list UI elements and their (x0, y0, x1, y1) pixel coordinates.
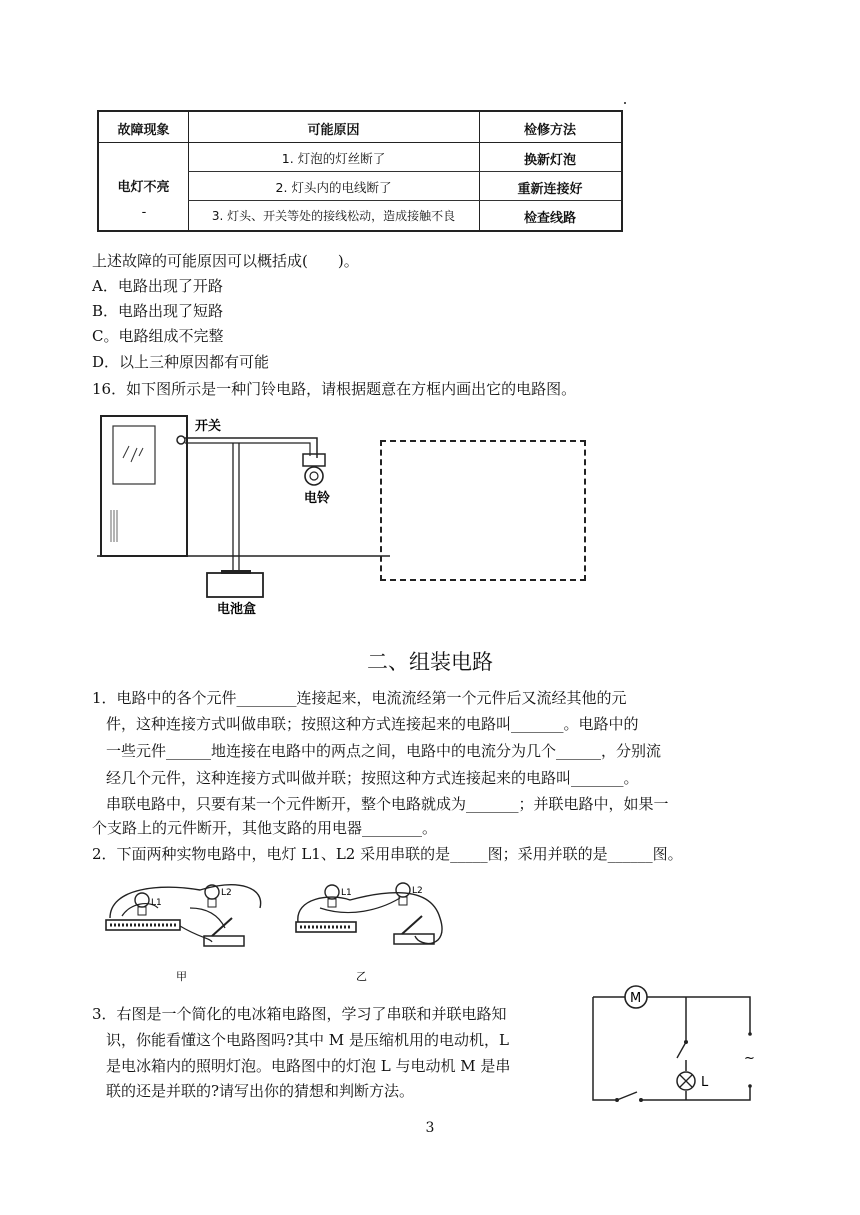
s2q1-line: 串联电路中，只要有某一个元件断开，整个电路就成为_______；并联电路中，如果一 (106, 795, 669, 813)
scan-speck (624, 102, 626, 104)
lamp-base (138, 907, 146, 915)
switch-lever (212, 918, 232, 936)
q15-option-a: A．电路出现了开路 (92, 277, 223, 295)
s2q1-line: 1．电路中的各个元件________连接起来，电流流经第一个元件后又流经其他的元 (92, 689, 627, 707)
q15-option-c: C。电路组成不完整 (92, 327, 224, 345)
wire (593, 997, 615, 1100)
table-row-divider (188, 171, 621, 172)
switch-label: 开关 (195, 419, 222, 434)
table-cause-cell: 2. 灯头内的电线断了 (275, 180, 392, 195)
table-fix-cell: 检查线路 (523, 211, 576, 226)
s2q3-line: 识，你能看懂这个电路图吗?其中 M 是压缩机用的电动机，L (106, 1031, 509, 1049)
switch-icon (177, 436, 185, 444)
table-fix-cell: 换新灯泡 (523, 153, 576, 168)
table-dash: - (141, 205, 147, 220)
table-cause-cell: 1. 灯泡的灯丝断了 (281, 151, 386, 166)
window-glare (123, 446, 143, 462)
lamp-label: L (701, 1075, 709, 1090)
circuit-figure-yi (290, 878, 460, 988)
table-header-symptom: 故障现象 (117, 123, 170, 138)
s2q3-line: 3．右图是一个简化的电冰箱电路图，学习了串联和并联电路知 (92, 1005, 507, 1023)
lamp-base (328, 899, 336, 907)
answer-drawing-box[interactable] (380, 440, 586, 581)
door-hatch (111, 510, 117, 542)
page-number: 3 (425, 1120, 435, 1136)
circuit-figure-jia (100, 878, 270, 988)
lamp-base (208, 899, 216, 907)
wire-down (233, 443, 239, 573)
table-fix-cell: 重新连接好 (517, 182, 583, 197)
table-header-fix: 检修方法 (523, 123, 576, 138)
ac-terminal (748, 1084, 752, 1088)
bell-icon (305, 467, 323, 485)
lamp-label: L1 (341, 888, 352, 898)
lamp-label: L2 (412, 886, 423, 896)
caption-yi: 乙 (356, 970, 367, 983)
bell-label: 电铃 (304, 491, 331, 506)
switch-lever (402, 916, 422, 934)
q15-option-b: B．电路出现了短路 (92, 302, 224, 320)
bell-bracket (303, 454, 325, 466)
s2q1-line: 个支路上的元件断开，其他支路的用电器________。 (92, 819, 438, 837)
q15-stem: 上述故障的可能原因可以概括成( )。 (92, 252, 359, 270)
s2q1-line: 件，这种连接方式叫做串联；按照这种方式连接起来的电路叫_______。电路中的 (106, 715, 639, 733)
section-title: 二、组装电路 (367, 650, 493, 674)
wire (110, 885, 261, 918)
q15-option-d: D．以上三种原因都有可能 (92, 353, 270, 371)
ac-source-icon: ~ (744, 1051, 755, 1066)
bell-inner (310, 472, 318, 480)
s2q3-line: 联的还是并联的?请写出你的猜想和判断方法。 (106, 1082, 415, 1100)
s2q2-stem: 2．下面两种实物电路中，电灯 L1、L2 采用串联的是_____图；采用并联的是______图。 (92, 845, 683, 863)
fridge-circuit-diagram (585, 982, 765, 1107)
fault-table (97, 110, 623, 232)
table-header-cause: 可能原因 (307, 123, 360, 138)
ac-terminal (748, 1032, 752, 1036)
switch-base-icon (204, 936, 244, 946)
table-symptom-cell: 电灯不亮 (117, 180, 170, 195)
s2q3-line: 是电冰箱内的照明灯泡。电路图中的灯泡 L 与电动机 M 是串 (106, 1057, 511, 1075)
wire (180, 926, 212, 942)
lamp-switch-icon (677, 1042, 686, 1058)
switch-base-icon (394, 934, 434, 944)
wire (320, 898, 400, 913)
battery-label: 电池盒 (217, 602, 257, 617)
q16-stem: 16．如下图所示是一种门铃电路，请根据题意在方框内画出它的电路图。 (92, 380, 577, 398)
lamp-base (399, 897, 407, 905)
caption-jia: 甲 (176, 970, 187, 983)
doorbell-figure (95, 410, 395, 620)
s2q1-line: 经几个元件，这种连接方式叫做并联；按照这种方式连接起来的电路叫_______。 (106, 769, 639, 787)
table-cause-cell: 3. 灯头、开关等处的接线松动，造成接触不良 (211, 209, 456, 223)
battery-box-icon (207, 573, 263, 597)
wire-top (185, 438, 317, 458)
lamp-label: L2 (221, 888, 232, 898)
lamp-l1-icon (135, 893, 149, 907)
s2q1-line: 一些元件______地连接在电路中的两点之间，电路中的电流分为几个______，分别流 (106, 742, 662, 760)
wire-top-2 (185, 443, 310, 456)
main-switch-icon (617, 1092, 637, 1100)
lamp-label: L1 (151, 898, 162, 908)
switch-contact (684, 1040, 688, 1044)
table-row-divider (188, 200, 621, 201)
switch-contact (639, 1098, 643, 1102)
lamp-l2-icon (396, 883, 410, 897)
motor-label: M (630, 991, 642, 1006)
wire (593, 997, 750, 1100)
